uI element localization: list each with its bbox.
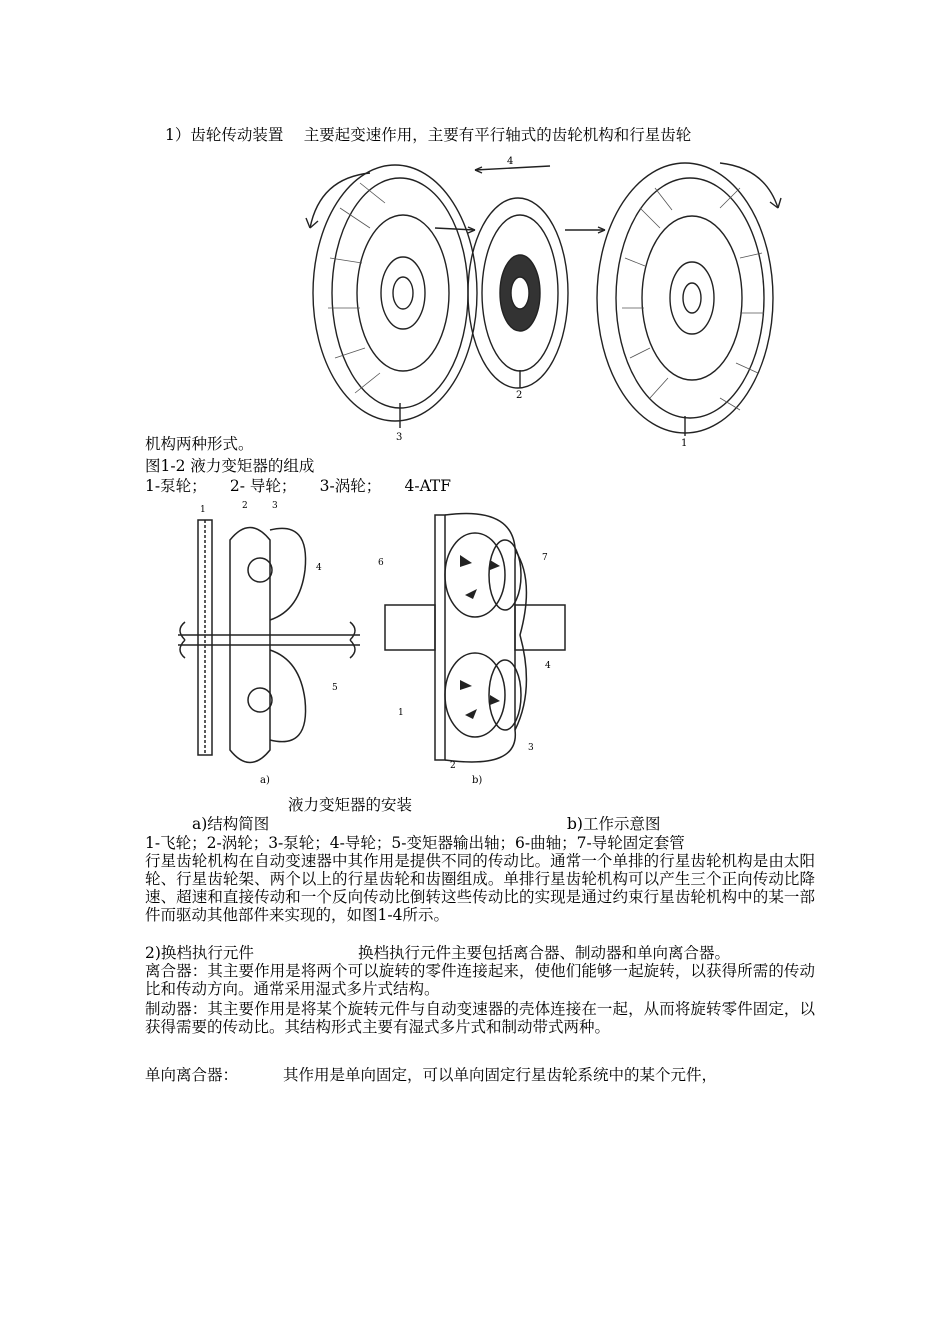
torque-converter-exploded-figure	[300, 148, 820, 448]
callout-b-6: 6	[378, 558, 384, 568]
callout-b-2: 2	[450, 761, 456, 771]
one-way-clutch-label: 单向离合器：	[145, 1066, 239, 1084]
callout-b-3: 3	[528, 743, 534, 753]
figure-1-2-legend: 1-泵轮； 2- 导轮； 3-涡轮； 4-ATF	[145, 477, 452, 495]
installation-caption: 液力变矩器的安装	[288, 796, 413, 814]
subcaption-b: b)工作示意图	[567, 815, 661, 833]
callout-a-2: 2	[242, 501, 248, 511]
text-mechanism-forms: 机构两种形式。	[145, 435, 254, 453]
paragraph-brake: 制动器：其主要作用是将某个旋转元件与自动变速器的壳体连接在一起，从而将旋转零件固定，以获得需要的传动比。其结构形式主要有湿式多片式和制动带式两种。	[145, 1000, 815, 1036]
callout-a-1: 1	[200, 505, 206, 515]
callout-b-4: 4	[545, 661, 551, 671]
callout-1: 1	[681, 438, 688, 448]
heading-gear-transmission: 1）齿轮传动装置 主要起变速作用，主要有平行轴式的齿轮机构和行星齿轮	[165, 126, 692, 144]
label-b: b)	[472, 775, 483, 786]
shift-element-text: 换档执行元件主要包括离合器、制动器和单向离合器。	[358, 944, 731, 962]
callout-2: 2	[516, 390, 523, 401]
paragraph-clutch: 离合器：其主要作用是将两个可以旋转的零件连接起来，使他们能够一起旋转，以获得所需的传动比和传动方向。通常采用湿式多片式结构。	[145, 962, 815, 998]
callout-3: 3	[396, 432, 403, 443]
callout-4: 4	[507, 156, 514, 167]
shift-element-title: 2)换档执行元件	[145, 944, 254, 962]
one-way-clutch-text: 其作用是单向固定，可以单向固定行星齿轮系统中的某个元件，	[283, 1066, 718, 1084]
label-a: a)	[260, 775, 270, 786]
subcaption-a: a)结构简图	[192, 815, 270, 833]
callout-a-3: 3	[272, 501, 278, 511]
paragraph-planetary-gear: 行星齿轮机构在自动变速器中其作用是提供不同的传动比。通常一个单排的行星齿轮机构是由太阳轮、行星齿轮架、两个以上的行星齿轮和齿圈组成。单排行星齿轮机构可以产生三个正向传动比降速、超速和直接传动和一个反向传动比倒转这些传动比的实现是通过约束行星齿轮机构中的某一部件而驱动其他部件来实现的，如图1-4所示。	[145, 852, 815, 924]
figure-1-2-caption: 图1-2 液力变矩器的组成	[145, 457, 315, 475]
torque-converter-installation-figure	[160, 500, 590, 790]
callout-b-7: 7	[542, 553, 548, 563]
installation-legend: 1-飞轮；2-涡轮；3-泵轮；4-导轮；5-变矩器输出轴；6-曲轴；7-导轮固定套管	[145, 834, 685, 852]
callout-b-1: 1	[398, 708, 404, 718]
callout-a-5: 5	[332, 683, 338, 693]
callout-a-4: 4	[316, 563, 322, 573]
